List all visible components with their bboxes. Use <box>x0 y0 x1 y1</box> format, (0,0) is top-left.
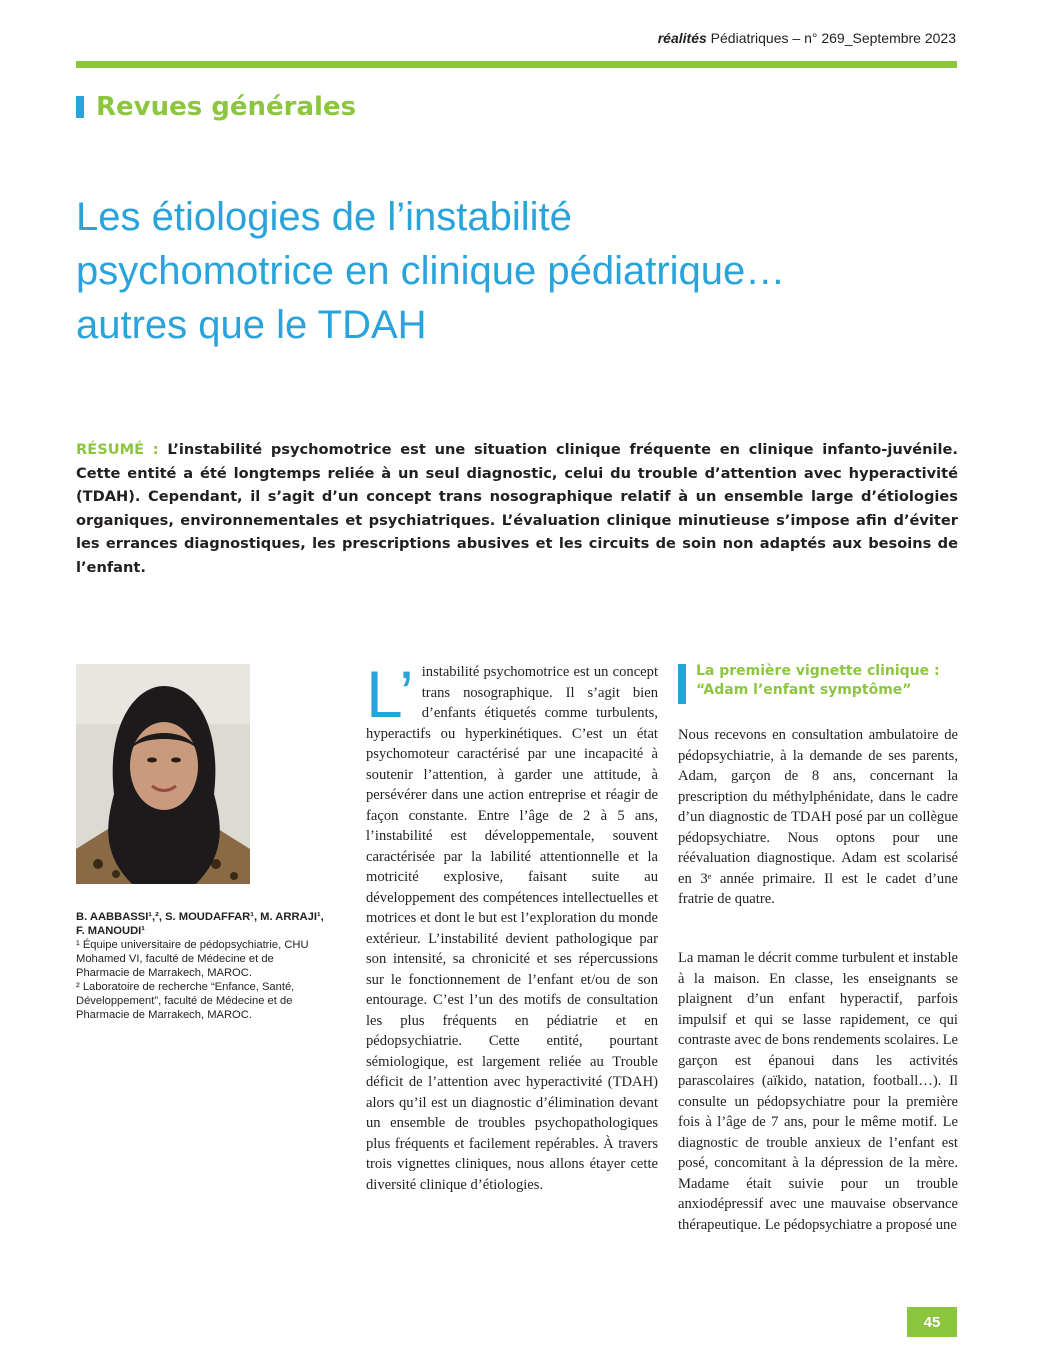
affiliation-2: ² Laboratoire de recherche “Enfance, Santé, Développement”, faculté de Médecine et de Pharmacie de Marrakech, MAROC. <box>76 981 295 1021</box>
abstract-text: L’instabilité psychomotrice est une situation clinique fréquente en clinique infanto-juvénile. Cette entité a été longtemps reliée à un seul diagnostic, celui du trouble d’attention avec hyperactivité (TDAH). Cependant, il s’agit d’un concept trans nosographique relatif à un ensemble large d’étiologies organiques, environnementales et psychiatriques. L’évaluation clinique minutieuse s’impose afin d’éviter les errances diagnostiques, les prescriptions abusives et les circuits de soin non adaptés aux besoins de l’enfant. <box>76 441 958 576</box>
vignette-heading-line-1: La première vignette clinique : <box>696 663 940 679</box>
author-names: B. AABBASSI¹,², S. MOUDAFFAR¹, M. ARRAJI¹, F. MANOUDI¹ <box>76 911 324 937</box>
vignette-paragraph-1: Nous recevons en consultation ambulatoire de pédopsychiatrie, à la demande de ses parents, Adam, garçon de 8 ans, concernant la prescription du méthylphénidate, dans le cadre d’un diagnostic de TDAH posé par un collègue pédopsychiatre. Nous optons pour une réévaluation diagnostique. Adam est scolarisé en 3ᵉ année primaire. Il est le cadet d’une fratrie de quatre. <box>678 727 958 907</box>
journal-header <box>658 30 956 46</box>
vignette-heading-line-2: “Adam l’enfant symptôme” <box>696 682 912 698</box>
abstract-label: RÉSUMÉ : <box>76 441 159 458</box>
author-photo <box>76 664 250 884</box>
vignette-heading <box>678 662 940 704</box>
page-number: 45 <box>907 1307 957 1337</box>
title-line-3: autres que le TDAH <box>76 303 427 347</box>
author-portrait-image <box>76 664 250 884</box>
title-line-2: psychomotrice en clinique pédiatrique… <box>76 249 786 293</box>
journal-name: réalités <box>657 30 707 46</box>
header-rule <box>76 61 957 68</box>
section-bar <box>76 96 84 118</box>
journal-issue: Pédiatriques – n° 269_Septembre 2023 <box>710 30 956 46</box>
drop-cap: L’ <box>366 657 414 731</box>
article-title <box>76 190 976 352</box>
intro-text: instabilité psychomotrice est un concept trans nosographique. Il s’agit bien d’enfants étiquetés comme turbulents, hyperactifs ou hyperkinétiques. C’est un état psychomoteur caractérisé par une incapacité à soutenir l’attention, à garder une attitude, à persévérer dans une action entreprise et réagir de façon constante. Entre l’âge de 2 à 5 ans, l’instabilité est développementale, souvent caractérisée par la labilité attentionnelle et la motricité explosive, faisant suite au développement des compétences intellectuelles et motrices et dont le but est l’exploration du monde extérieur. L’instabilité devient pathologique par son intensité, sa chronicité et ses répercussions sur le fonctionnement de l’enfant et/ou de son entourage. C’est l’un des motifs de consultation les plus fréquents en pédiatrie et en pédopsychiatrie. Cette entité, pourtant sémiologique, est largement reliée au Trouble déficit de l’attention avec hyperactivité (TDAH) alors qu’il est un diagnostic d’élimination devant un ensemble de troubles psychopathologiques plus fréquents et facilement repérables. À travers trois vignettes cliniques, nous allons étayer cette diversité clinique d’étiologies. <box>366 664 658 1193</box>
affiliation-1: ¹ Équipe universitaire de pédopsychiatrie, CHU Mohamed VI, faculté de Médecine et de Pharmacie de Marrakech, MAROC. <box>76 939 309 979</box>
section-label: Revues générales <box>96 92 357 122</box>
vignette-paragraph-2: La maman le décrit comme turbulent et instable à la maison. En classe, les enseignants se plaignent d’un enfant hyperactif, parfois impulsif et qui se lasse rapidement, ce qui contraste avec de bons rendements scolaires. Le garçon est épanoui dans les activités parascolaires (aïkido, natation, football…). Il consulte un pédopsychiatre pour la première fois à l’âge de 7 ans, pour le même motif. Le diagnostic de trouble anxieux de l’enfant est posé, concomitant à la dépression de la mère. Madame était suivie pour un trouble anxiodépressif avec une mauvaise observance thérapeutique. Le pédopsychiatre a proposé une <box>678 950 959 1233</box>
title-line-1: Les étiologies de l’instabilité <box>76 195 572 239</box>
intro-paragraph <box>366 657 658 1195</box>
author-block <box>76 910 326 1022</box>
section-heading <box>76 92 356 122</box>
vignette-heading-bar <box>678 664 686 704</box>
abstract <box>76 438 958 579</box>
